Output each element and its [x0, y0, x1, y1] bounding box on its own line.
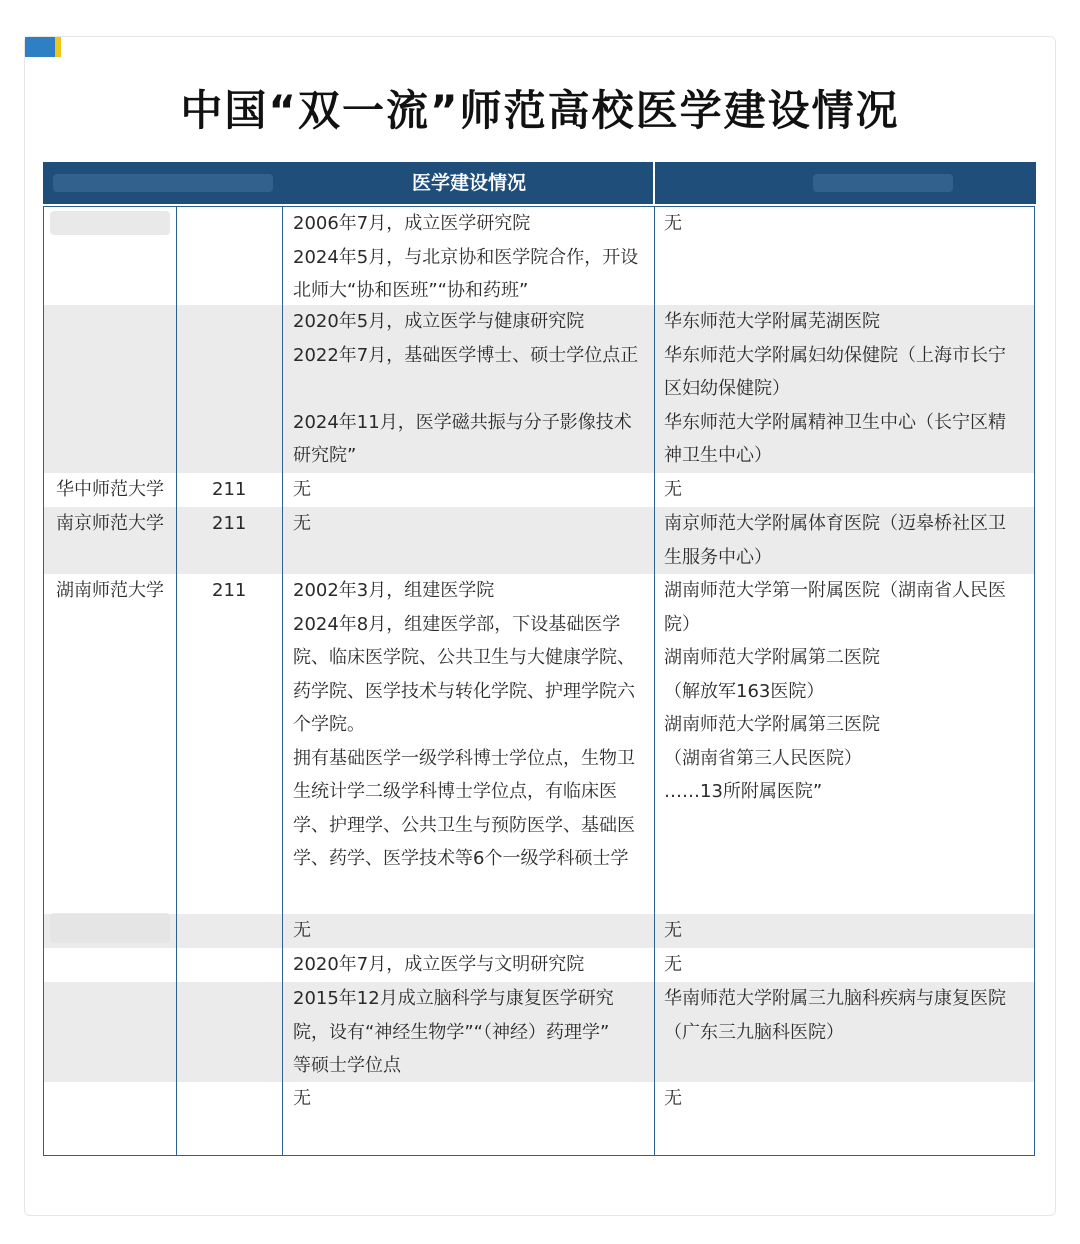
build-cell: [293, 305, 638, 473]
table-row: [44, 305, 1034, 473]
blurred-header-cell: [813, 174, 953, 192]
table-row: [44, 914, 1034, 948]
hospital-line: 湖南师范大学附属第二医院: [664, 647, 880, 668]
build-line: 院，设有“神经生物学”“（神经）药理学”: [293, 1021, 610, 1043]
hospital-cell: [664, 305, 1006, 473]
build-cell: [293, 948, 584, 982]
hospital-cell: [664, 473, 682, 507]
hospital-line: 华东师范大学附属精神卫生中心（长宁区精: [664, 411, 1006, 433]
build-line: 2022年7月，基础医学博士、硕士学位点正: [293, 344, 639, 366]
column-divider: [282, 207, 283, 1155]
university-name: 华中师范大学: [56, 479, 164, 500]
table-row: [44, 507, 1034, 574]
hospital-line: ……13所附属医院”: [664, 781, 823, 802]
build-line: 2002年3月，组建医学院: [293, 580, 495, 601]
build-line: 个学院。: [293, 714, 365, 735]
build-line: 2024年8月，组建医学部，下设基础医学: [293, 613, 621, 635]
hospital-line: 无: [664, 954, 682, 975]
build-cell: [293, 982, 614, 1083]
build-line: 无: [293, 920, 311, 941]
build-line: 院、临床医学院、公共卫生与大健康学院、: [293, 647, 635, 668]
build-line: 生统计学二级学科博士学位点，有临床医: [293, 781, 617, 802]
university-level: 211: [212, 479, 247, 500]
table-row: [44, 948, 1034, 982]
build-line: 2024年11月，医学磁共振与分子影像技术: [293, 411, 632, 433]
table-row: [44, 207, 1034, 305]
build-line: [293, 372, 638, 406]
build-line: 学、护理学、公共卫生与预防医学、基础医: [293, 814, 635, 836]
header-divider: [653, 162, 655, 204]
build-line: 2020年7月，成立医学与文明研究院: [293, 954, 585, 975]
hospital-line: 华东师范大学附属妇幼保健院（上海市长宁: [664, 344, 1006, 366]
build-cell: [293, 507, 311, 541]
build-line: 无: [293, 1088, 311, 1109]
build-cell: [293, 1082, 311, 1116]
build-line: 等硕士学位点: [293, 1055, 401, 1076]
table-row: [44, 1082, 1034, 1155]
build-line: 拥有基础医学一级学科博士学位点，生物卫: [293, 747, 635, 769]
hospital-cell: [664, 982, 1006, 1049]
university-name: 湖南师范大学: [56, 580, 164, 601]
hospital-line: 湖南师范大学第一附属医院（湖南省人民医: [664, 580, 1006, 601]
hospital-cell: [664, 948, 682, 982]
build-line: 2024年5月，与北京协和医学院合作，开设: [293, 246, 639, 268]
corner-accent-blue: [25, 37, 55, 57]
build-line: 无: [293, 479, 311, 500]
build-line: 学、药学、医学技术等6个一级学科硕士学: [293, 848, 629, 869]
build-line: 无: [293, 513, 311, 534]
university-level: 211: [212, 580, 247, 601]
build-line: 2015年12月成立脑科学与康复医学研究: [293, 988, 614, 1009]
hospital-line: 无: [664, 479, 682, 500]
hospital-cell: [664, 914, 682, 948]
hospital-line: 华南师范大学附属三九脑科疾病与康复医院: [664, 988, 1006, 1009]
table-row: [44, 473, 1034, 507]
build-cell: [293, 207, 638, 308]
hospital-line: 华东师范大学附属芜湖医院: [664, 311, 880, 332]
university-name: 南京师范大学: [56, 513, 164, 534]
build-line: 药学院、医学技术与转化学院、护理学院六: [293, 680, 635, 702]
hospital-cell: [664, 207, 682, 241]
column-divider: [176, 207, 177, 1155]
build-cell: [293, 914, 311, 948]
hospital-line: 生服务中心）: [664, 546, 772, 568]
table-header: [43, 162, 1036, 204]
build-line: 北师大“协和医班”“协和药班”: [293, 280, 529, 301]
hospital-line: 院）: [664, 613, 700, 635]
hospital-line: 无: [664, 213, 682, 234]
hospital-line: 无: [664, 1088, 682, 1109]
data-table: [43, 206, 1035, 1156]
university-level: 211: [212, 513, 247, 534]
blurred-cell: [50, 211, 170, 235]
table-row: [44, 982, 1034, 1082]
build-line: 研究院”: [293, 445, 357, 466]
table-row: [44, 574, 1034, 914]
hospital-line: 区妇幼保健院）: [664, 378, 790, 399]
build-line: 2020年5月，成立医学与健康研究院: [293, 311, 585, 332]
hospital-line: 湖南师范大学附属第三医院: [664, 714, 880, 735]
hospital-line: 神卫生中心）: [664, 445, 772, 466]
hospital-line: 南京师范大学附属体育医院（迈皋桥社区卫: [664, 513, 1006, 534]
page-title: 中国“双一流”师范高校医学建设情况: [180, 86, 900, 135]
hospital-cell: [664, 1082, 682, 1116]
hospital-line: （广东三九脑科医院）: [664, 1021, 844, 1043]
build-line: 2006年7月，成立医学研究院: [293, 213, 531, 234]
header-medical-construction: 医学建设情况: [411, 172, 526, 194]
blurred-cell: [50, 913, 170, 943]
column-divider: [654, 207, 655, 1155]
build-cell: [293, 473, 311, 507]
hospital-cell: [664, 507, 1006, 574]
hospital-line: （湖南省第三人民医院）: [664, 747, 862, 769]
build-cell: [293, 574, 635, 876]
hospital-line: （解放军163医院）: [664, 680, 825, 702]
hospital-cell: [664, 574, 1006, 809]
blurred-header-cell: [53, 174, 273, 192]
corner-accent-yellow: [55, 37, 61, 57]
hospital-line: 无: [664, 920, 682, 941]
